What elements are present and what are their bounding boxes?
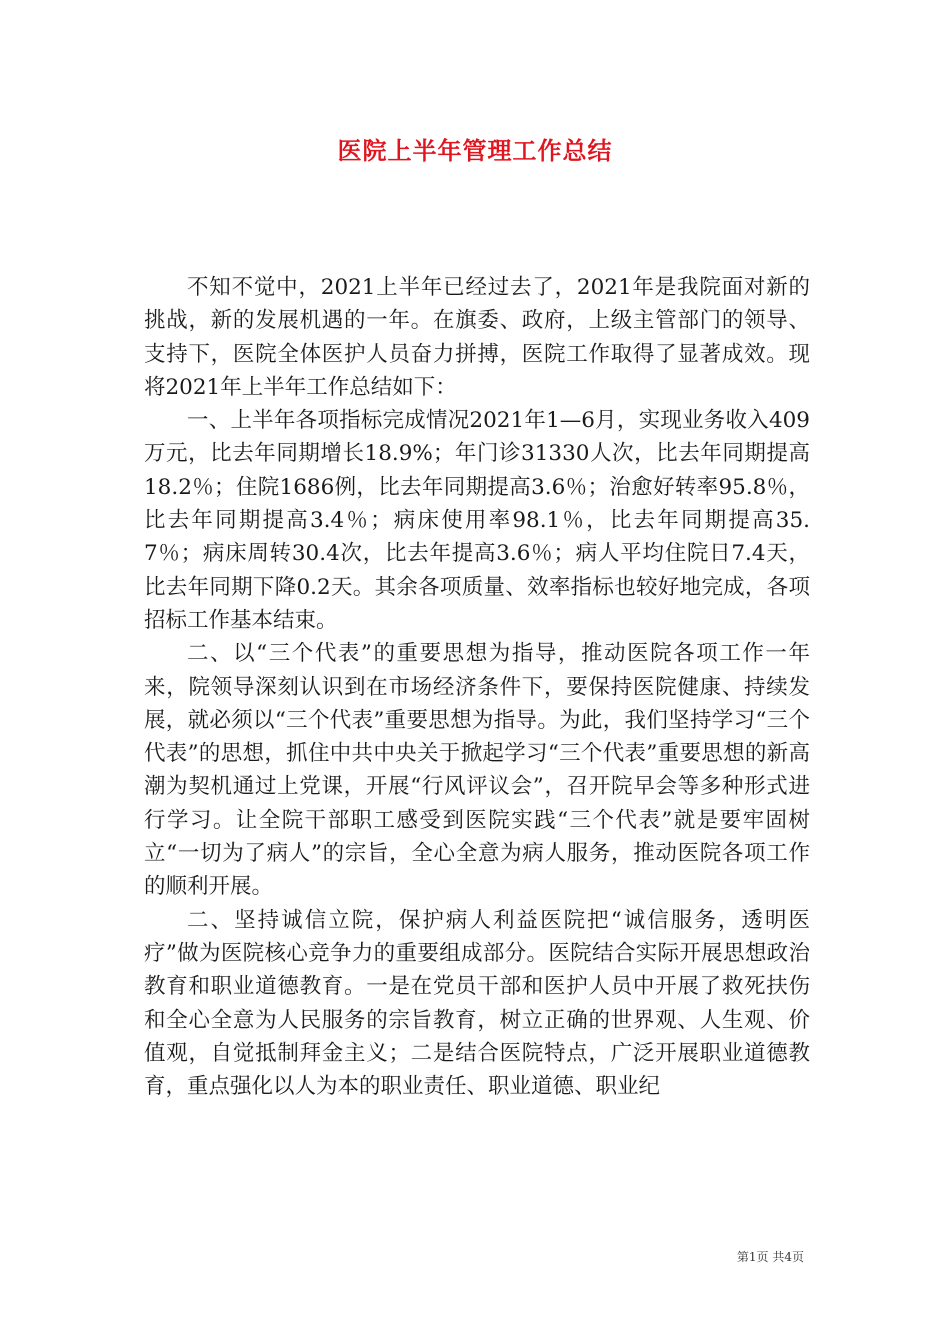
document-title: 医院上半年管理工作总结 bbox=[337, 136, 613, 165]
paragraph-integrity: 二、坚持诚信立院，保护病人利益医院把“诚信服务，透明医疗”做为医院核心竞争力的重要组成部分。医院结合实际开展思想政治教育和职业道德教育。一是在党员干部和医护人员中开展了救死扶伤和全心全意为人民服务的宗旨教育，树立正确的世界观、人生观、价值观，自觉抵制拜金主义；二是结合医院特点，广泛开展职业道德教育，重点强化以人为本的职业责任、职业道德、职业纪 bbox=[144, 907, 810, 1100]
page-number: 第1页 共4页 bbox=[736, 1250, 804, 1264]
paragraph-indicators: 一、上半年各项指标完成情况2021年1—6月，实现业务收入409万元，比去年同期增长18.9%；年门诊31330人次，比去年同期提高18.2％；住院1686例，比去年同期提高3.6％；治愈好转率95.8％，比去年同期提高3.4％；病床使用率98.1％，比去年同期提高35.7％；病床周转30.4次，比去年提高3.6％；病人平均住院日7.4天，比去年同期下降0.2天。其余各项质量、效率指标也较好地完成，各项招标工作基本结束。 bbox=[144, 408, 810, 633]
document-body bbox=[144, 271, 810, 1103]
paragraph-intro: 不知不觉中，2021上半年已经过去了，2021年是我院面对新的挑战，新的发展机遇的一年。在旗委、政府，上级主管部门的领导、支持下，医院全体医护人员奋力拼搏，医院工作取得了显著成效。现将2021年上半年工作总结如下： bbox=[144, 275, 810, 400]
paragraph-three-represents: 二、以“三个代表”的重要思想为指导，推动医院各项工作一年来，院领导深刻认识到在市场经济条件下，要保持医院健康、持续发展，就必须以“三个代表”重要思想为指导。为此，我们坚持学习“三个代表”的思想，抓住中共中央关于掀起学习“三个代表”重要思想的新高潮为契机通过上党课，开展“行风评议会”，召开院早会等多种形式进行学习。让全院干部职工感受到医院实践“三个代表”就是要牢固树立“一切为了病人”的宗旨，全心全意为病人服务，推动医院各项工作的顺利开展。 bbox=[144, 641, 810, 900]
